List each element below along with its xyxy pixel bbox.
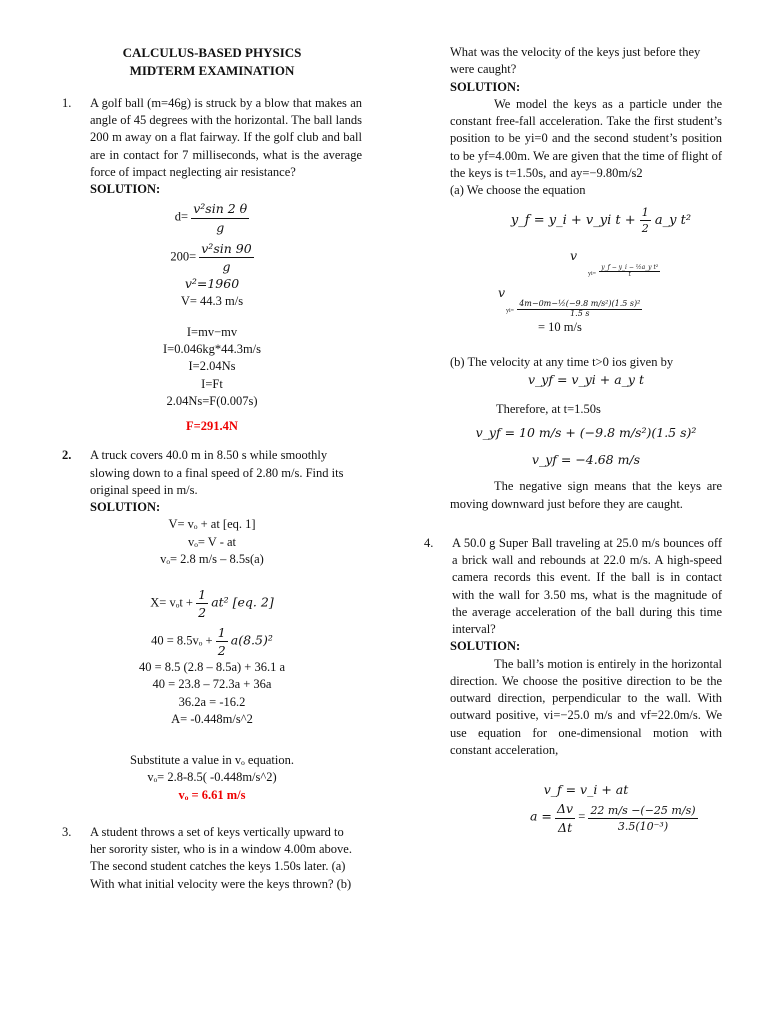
title-line-2: MIDTERM EXAMINATION [129,63,295,79]
eq-numerator: v²sin 2 θ [191,200,249,218]
solution-label: SOLUTION: [90,500,161,515]
equation-line-11: vₒ= 2.8-8.5( -0.448m/s^2) [147,770,277,785]
question-4 [424,535,722,639]
fraction-denominator: 2 [217,642,226,658]
question-3 [62,824,362,893]
equation-vyi-symbolic [570,247,722,281]
eq-denominator: 1.5 s [570,309,590,319]
equation-vyf-result: v_yf = −4.68 m/s [531,452,641,468]
eq-part: a_y t² [654,213,692,229]
question-text: A 50.0 g Super Ball traveling at 25.0 m/s bounces off a brick wall and rebounds at 22.0 m/s. A high-speed camera records this event. If the ball is in contact with the wall for 3.50 ms, what is the magnitude of the average acceleration of the ball during this time interval? [452,535,722,637]
solution-label: SOLUTION: [90,182,161,197]
eq-label: d= [174,210,189,225]
question-2 [62,447,362,499]
eq-numerator: 22 m/s −(−25 m/s) [588,803,697,819]
left-column [62,44,362,893]
question-number: 4. [424,535,434,550]
solution-paragraph: The ball’s motion is entirely in the horizontal direction. We choose the positive direction to be the outward direction, perpendicular to the wall. With outward positive, vi=−25.0 m/s and vf=22.0m/s. We use equation for one-dimensional motion with constant acceleration, [450,656,722,757]
eq-part: at² [eq. 2] [211,594,274,610]
solution-label: SOLUTION: [450,79,521,94]
question-number: 3. [62,824,72,839]
eq-denominator: g [222,259,231,275]
equation-line-9: A= -0.448m/s^2 [171,711,253,726]
equation-range [62,200,362,236]
question-number: 2. [62,448,72,463]
fraction-numerator: 1 [216,624,228,642]
part-a-label: (a) We choose the equation [450,183,586,197]
equation-vyf-numeric: v_yf = 10 m/s + (−9.8 m/s²)(1.5 s)² [475,424,697,440]
eq-numerator: y_f − y_i − ½a_y t² [601,263,659,271]
question-text: A truck covers 40.0 m in 8.50 s while smoothly slowing down to a final speed of 2.80 m/s. Find its original speed in m/s. [90,448,344,497]
answer-q2: vₒ = 6.61 m/s [178,787,246,802]
eq-denominator: 3.5(10⁻³) [617,819,669,833]
solution-label: SOLUTION: [450,639,521,654]
equation-v: V= 44.3 m/s [180,293,244,308]
question-number: 1. [62,95,72,110]
fraction-denominator: 2 [198,605,207,621]
eq-label: 200= [170,249,197,264]
page-title [62,44,362,81]
eq-numerator: Δv [555,800,575,818]
solution-conclusion: The negative sign means that the keys are moving downward just before they are caught. [450,479,722,511]
equation-vyi-numeric [498,284,722,319]
equation-line-4 [62,586,362,622]
question-3-continued: What was the velocity of the keys just before they were caught? [450,45,701,77]
solution-paragraph: We model the keys as a particle under the constant free-fall acceleration. Take the first student’s position to be yi=0 and the second student’s position to be yf=4.00m. We are given that the time of flight of the keys is t=1.50s, and ay=−9.80m/s2 [450,96,722,180]
question-text: A golf ball (m=46g) is struck by a blow that makes an angle of 45 degrees with the horizontal. The ball lands 200 m away on a flat fairway. If the golf club and ball are in contact for 7 milliseconds, what is the average force of impact neglecting air resistance? [90,95,362,179]
equation-impulse-5: 2.04Ns=F(0.007s) [166,393,258,408]
equation-v2: v²=1960 [184,276,240,292]
eq-subscript: yi= [506,308,515,315]
equation-velocity: v_yf = v_yi + a_y t [528,372,644,388]
eq-part: a(8.5)² [230,632,273,648]
equation-line-2: vₒ= V - at [187,534,237,549]
question-1 [62,95,362,181]
therefore-label: Therefore, at t=1.50s [496,401,601,416]
question-text: A student throws a set of keys vertically upward to her sorority sister, who is in a window 4.00m above. The second student catches the keys 1.50s later. (a) With what initial velocity were the keys thrown? (b) [90,824,352,891]
equation-line-8: 36.2a = -16.2 [178,694,246,709]
eq-numerator: v²sin 90 [199,240,253,258]
equation-acceleration [530,800,722,836]
eq-subscript: yi= [588,270,597,277]
eq-denominator: g [216,219,225,235]
equation-result: = 10 m/s [538,319,582,334]
equation-impulse-2: I=0.046kg*44.3m/s [162,342,262,357]
eq-part: 40 = 8.5vₒ + [151,633,213,648]
equation-line-6: 40 = 8.5 (2.8 – 8.5a) + 36.1 a [138,660,286,675]
equation-line-3: vₒ= 2.8 m/s – 8.5s(a) [160,551,264,566]
part-b-label: (b) The velocity at any time t>0 ios given by [450,355,674,370]
eq-symbol: v [498,285,506,301]
title-line-1: CALCULUS-BASED PHYSICS [122,45,302,60]
eq-symbol: v [570,247,578,263]
right-column [424,44,722,836]
equation-line-1: V= vₒ + at [eq. 1] [168,517,256,532]
equation-line-7: 40 = 23.8 – 72.3a + 36a [152,677,272,692]
equation-impulse-4: I=Ft [201,376,223,391]
answer-q1: F=291.4N [186,419,238,434]
eq-part: X= vₒt + [150,595,193,610]
eq-sign: = [578,810,586,825]
fraction-numerator: 1 [196,586,208,604]
equation-200 [62,240,362,276]
equation-line-10: Substitute a value in vₒ equation. [130,753,294,768]
eq-denominator: t [628,271,631,279]
equation-impulse-3: I=2.04Ns [188,359,236,374]
equation-impulse-1: I=mv−mv [186,324,238,339]
eq-numerator: 4m−0m−½(−9.8 m/s²)(1.5 s)² [519,299,641,309]
eq-part: y_f = y_i + v_yi t + [510,213,636,229]
eq-denominator: Δt [558,819,573,835]
equation-line-5 [62,624,362,660]
equation-kinematic: y_f = y_i + v_yi t + $\frac{1}{2}$ a_y t² [510,206,692,236]
equation-vf: v_f = v_i + at [543,782,629,798]
eq-label: a = [530,809,552,825]
